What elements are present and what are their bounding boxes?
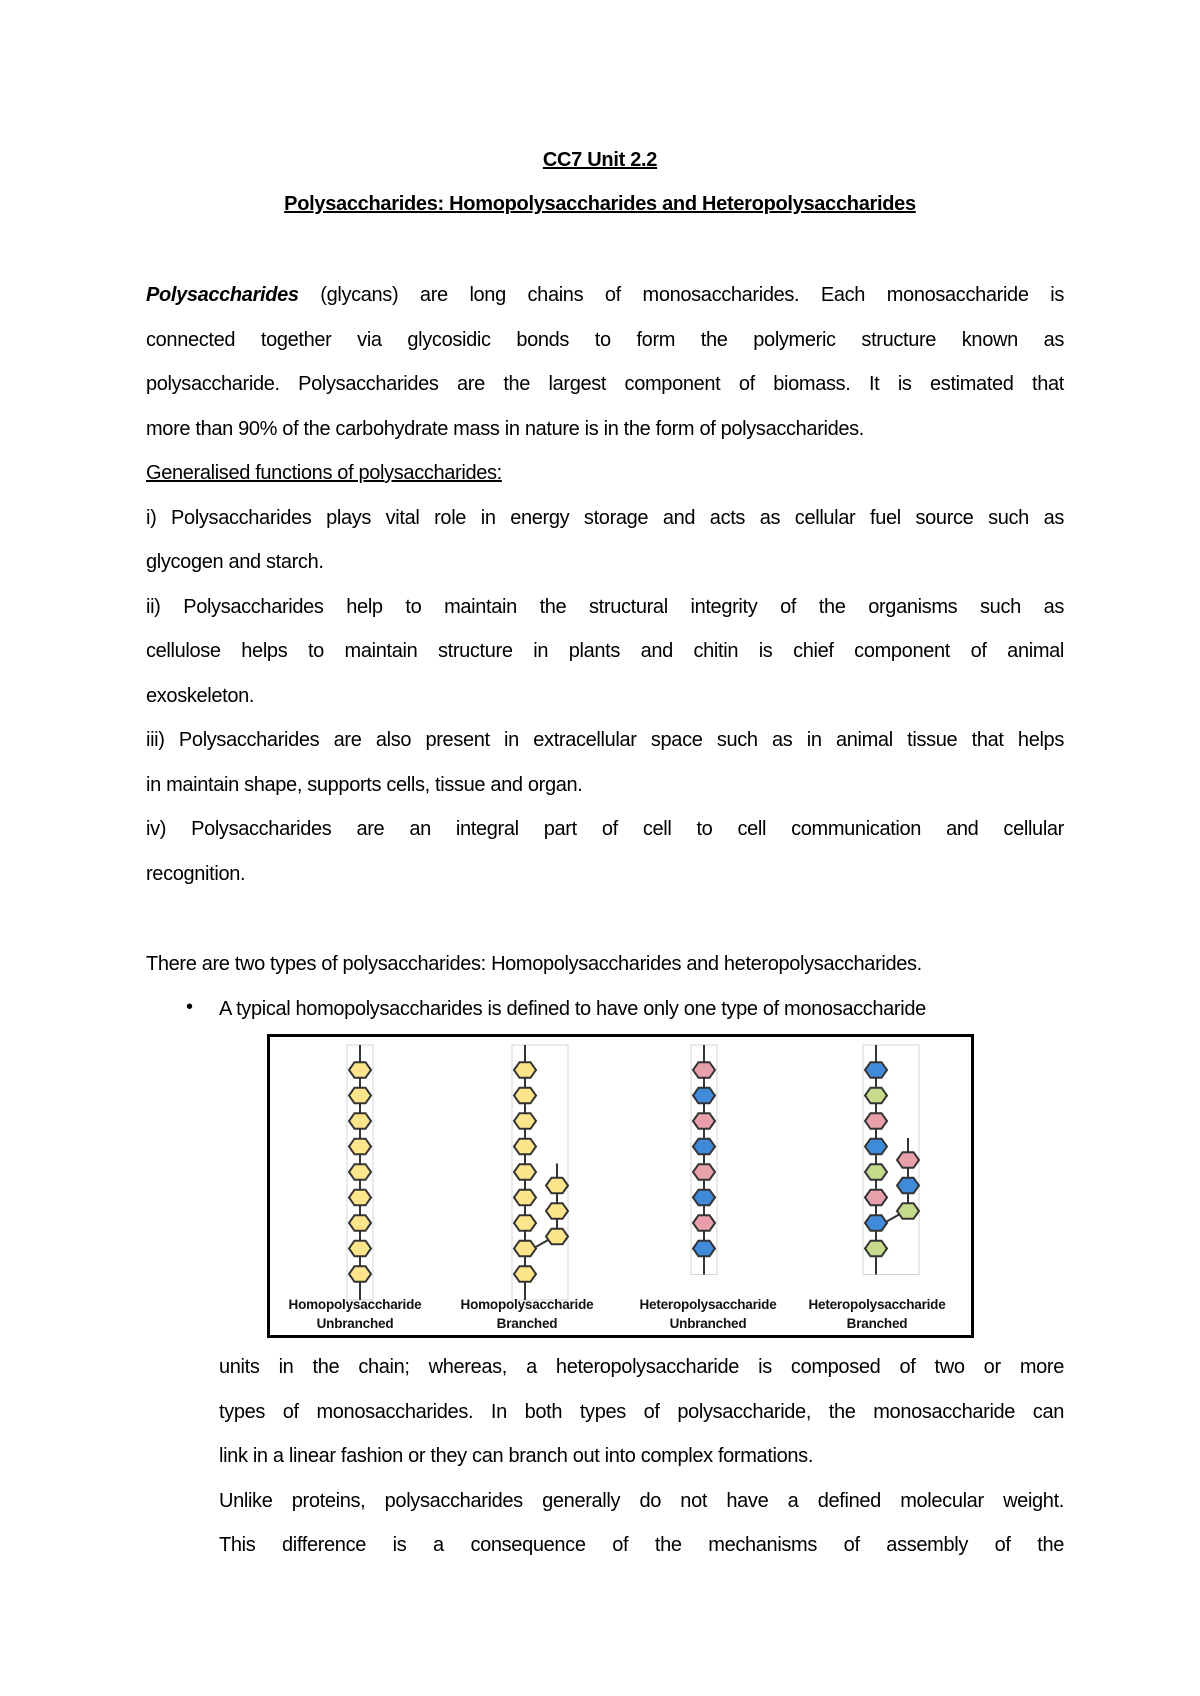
continuation-line: This difference is a consequence of the mechanisms of assembly of the: [219, 1534, 1064, 1556]
intro-line: connected together via glycosidic bonds to form the polymeric structure known as: [146, 328, 1064, 351]
continuation-line: Unlike proteins, polysaccharides generally do not have a defined molecular weight.: [219, 1489, 1064, 1512]
intro-line: more than 90% of the carbohydrate mass in nature is in the form of polysaccharides.: [146, 417, 865, 440]
monosaccharide-hexagon: [546, 1178, 568, 1194]
monosaccharide-hexagon: [865, 1113, 887, 1129]
monosaccharide-hexagon: [865, 1062, 887, 1078]
monosaccharide-hexagon: [546, 1229, 568, 1245]
monosaccharide-hexagon: [693, 1139, 715, 1155]
continuation-line: units in the chain; whereas, a heteropolysaccharide is composed of two or more: [219, 1356, 1064, 1378]
function-line: iv) Polysaccharides are an integral part of cell to cell communication and cellular: [146, 818, 1064, 840]
monosaccharide-hexagon: [693, 1241, 715, 1257]
function-line: ii) Polysaccharides help to maintain the structural integrity of the organisms such as: [146, 595, 1064, 618]
function-line: iii) Polysaccharides are also present in extracellular space such as in animal tissue that helps: [146, 729, 1064, 751]
monosaccharide-hexagon: [897, 1152, 919, 1168]
monosaccharide-hexagon: [865, 1088, 887, 1104]
monosaccharide-hexagon: [865, 1190, 887, 1206]
caption-homo-branched: Homopolysaccharide Branched: [460, 1297, 594, 1331]
monosaccharide-hexagon: [865, 1164, 887, 1180]
monosaccharide-hexagon: [349, 1113, 371, 1129]
caption-hetero-unbranched: Heteropolysaccharide Unbranched: [639, 1297, 777, 1331]
function-line: in maintain shape, supports cells, tissue and organ.: [146, 773, 583, 796]
monosaccharide-hexagon: [514, 1164, 536, 1180]
monosaccharide-hexagon: [865, 1241, 887, 1257]
monosaccharide-hexagon: [349, 1088, 371, 1104]
monosaccharide-hexagon: [865, 1139, 887, 1155]
monosaccharide-hexagon: [693, 1215, 715, 1231]
monosaccharide-hexagon: [514, 1190, 536, 1206]
function-line: exoskeleton.: [146, 684, 255, 707]
monosaccharide-hexagon: [865, 1215, 887, 1231]
types-intro: There are two types of polysaccharides: Homopolysaccharides and heteropolysaccharides.: [146, 953, 922, 975]
monosaccharide-hexagon: [514, 1266, 536, 1282]
monosaccharide-hexagon: [693, 1062, 715, 1078]
monosaccharide-hexagon: [693, 1113, 715, 1129]
functions-heading: Generalised functions of polysaccharides:: [146, 462, 502, 484]
function-line: glycogen and starch.: [146, 551, 324, 573]
monosaccharide-hexagon: [514, 1139, 536, 1155]
monosaccharide-hexagon: [514, 1241, 536, 1257]
function-line: cellulose helps to maintain structure in plants and chitin is chief component of animal: [146, 640, 1064, 662]
monosaccharide-hexagon: [349, 1164, 371, 1180]
caption-hetero-branched: Heteropolysaccharide Branched: [808, 1297, 946, 1331]
unit-title: CC7 Unit 2.2: [542, 149, 658, 171]
monosaccharide-hexagon: [693, 1088, 715, 1104]
monosaccharide-hexagon: [349, 1215, 371, 1231]
monosaccharide-hexagon: [349, 1139, 371, 1155]
monosaccharide-hexagon: [693, 1190, 715, 1206]
page-title: Polysaccharides: Homopolysaccharides and Heteropolysaccharides: [284, 193, 916, 215]
caption-homo-unbranched: Homopolysaccharide Unbranched: [288, 1297, 422, 1331]
monosaccharide-hexagon: [897, 1178, 919, 1194]
function-line: recognition.: [146, 862, 246, 885]
polysaccharide-diagram: [270, 1037, 971, 1335]
monosaccharide-hexagon: [349, 1062, 371, 1078]
monosaccharide-hexagon: [349, 1266, 371, 1282]
polysaccharide-types-figure: [267, 1034, 974, 1338]
monosaccharide-hexagon: [349, 1190, 371, 1206]
continuation-line: link in a linear fashion or they can branch out into complex formations.: [219, 1445, 814, 1467]
bullet-icon: •: [186, 996, 194, 1018]
continuation-line: types of monosaccharides. In both types of polysaccharide, the monosaccharide can: [219, 1400, 1064, 1423]
function-line: i) Polysaccharides plays vital role in energy storage and acts as cellular fuel source such as: [146, 506, 1064, 529]
continuation-paragraph: [219, 1345, 1064, 1568]
monosaccharide-hexagon: [897, 1203, 919, 1219]
monosaccharide-hexagon: [514, 1215, 536, 1231]
monosaccharide-hexagon: [349, 1241, 371, 1257]
intro-line: Polysaccharides (glycans) are long chains of monosaccharides. Each monosaccharide is: [146, 284, 1064, 306]
intro-term: Polysaccharides: [146, 284, 299, 306]
monosaccharide-hexagon: [514, 1113, 536, 1129]
monosaccharide-hexagon: [514, 1088, 536, 1104]
bullet-item: A typical homopolysaccharides is defined to have only one type of monosaccharide: [219, 998, 926, 1020]
intro-line: polysaccharide. Polysaccharides are the largest component of biomass. It is estimated that: [146, 373, 1064, 395]
intro-paragraph: [146, 273, 1064, 451]
functions-section: [146, 451, 1064, 896]
monosaccharide-hexagon: [693, 1164, 715, 1180]
monosaccharide-hexagon: [546, 1203, 568, 1219]
monosaccharide-hexagon: [514, 1062, 536, 1078]
